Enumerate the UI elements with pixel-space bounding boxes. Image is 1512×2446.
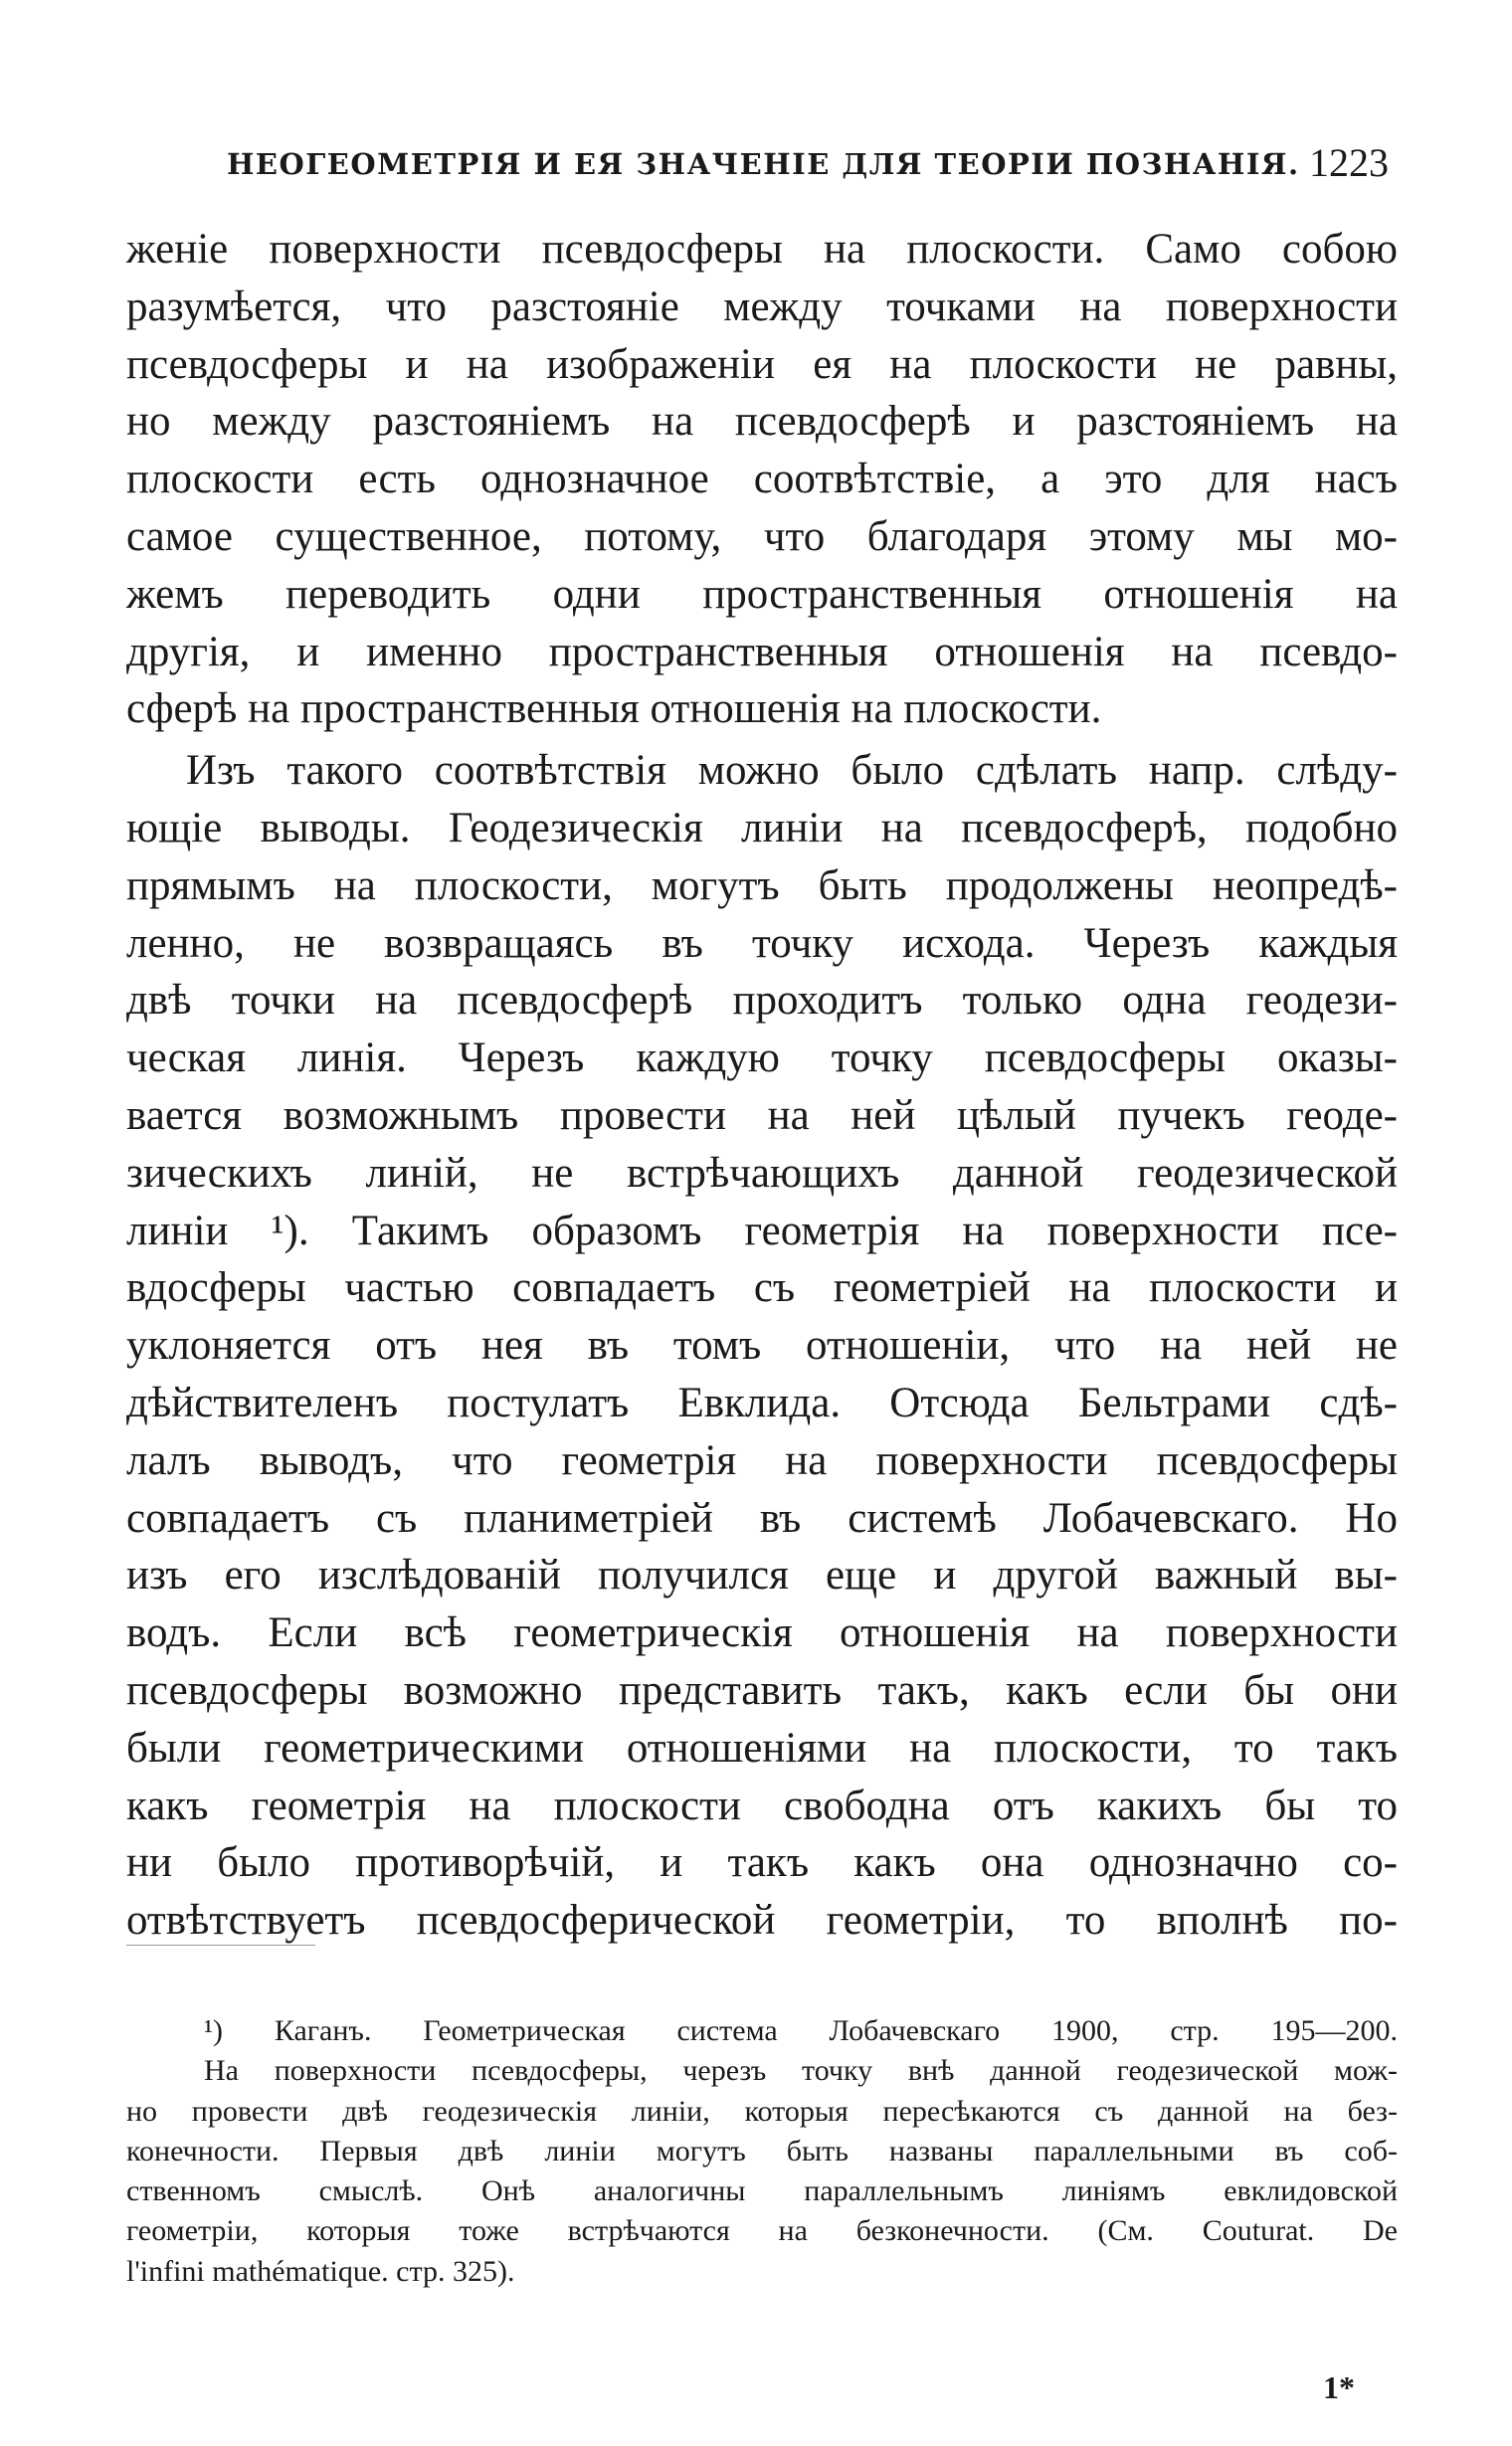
text-line: вается возможнымъ провести на ней цѣлый пучекъ геоде-: [126, 1091, 1398, 1139]
text-line: сферѣ на пространственныя отношенія на плоскости.: [126, 685, 1102, 733]
body-text: [126, 221, 1398, 1950]
text-line: прямымъ на плоскости, могутъ быть продолжены неопредѣ-: [126, 861, 1398, 909]
text-line: какъ геометрія на плоскости свободна отъ какихъ бы то: [126, 1782, 1398, 1829]
text-line: но между разстояніемъ на псевдосферѣ и разстояніемъ на: [126, 398, 1398, 446]
text-line: разумѣется, что разстояніе между точками на поверхности: [126, 282, 1398, 330]
text-line: ни было противорѣчій, и такъ какъ она однозначно со-: [126, 1839, 1398, 1887]
text-line: были геометрическими отношеніями на плоскости, то такъ: [126, 1724, 1398, 1772]
text-line: ческая линія. Черезъ каждую точку псевдосферы оказы-: [126, 1035, 1398, 1082]
text-line: женіе поверхности псевдосферы на плоскости. Само собою: [126, 226, 1398, 273]
text-line: изъ его изслѣдованій получился еще и другой важный вы-: [126, 1552, 1398, 1599]
text-line: двѣ точки на псевдосферѣ проходитъ только одна геодези-: [126, 977, 1398, 1025]
footnote-line: ственномъ смыслѣ. Онѣ аналогичны параллельнымъ линіямъ евклидовской: [126, 2174, 1398, 2208]
running-title: НЕОГЕОМЕТРІЯ И ЕЯ ЗНАЧЕНІЕ ДЛЯ ТЕОРІИ ПОЗНАНІЯ.: [227, 147, 1300, 181]
signature-mark: 1*: [1323, 2369, 1355, 2405]
footnote: [126, 2011, 1398, 2292]
text-line: плоскости есть однозначное соотвѣтствіе, а это для насъ: [126, 456, 1398, 503]
text-line: лалъ выводъ, что геометрія на поверхности псевдосферы: [126, 1436, 1398, 1484]
text-line: совпадаетъ съ планиметріей въ системѣ Лобачевскаго. Но: [126, 1494, 1398, 1542]
text-line: самое существенное, потому, что благодаря этому мы мо-: [126, 512, 1398, 560]
footnote-line: но провести двѣ геодезическія линіи, которыя пересѣкаются съ данной на без-: [126, 2094, 1398, 2128]
page-number: 1223: [1309, 140, 1389, 185]
footnote-line: На поверхности псевдосферы, черезъ точку внѣ данной геодезической мож-: [204, 2054, 1398, 2088]
text-line: ющіе выводы. Геодезическія линіи на псевдосферѣ, подобно: [126, 804, 1398, 851]
text-line: водъ. Если всѣ геометрическія отношенія на поверхности: [126, 1609, 1398, 1657]
text-line: вдосферы частью совпадаетъ съ геометріей на плоскости и: [126, 1264, 1398, 1312]
text-line: линіи ¹). Такимъ образомъ геометрія на поверхности псе-: [126, 1207, 1398, 1254]
text-line: псевдосферы и на изображеніи ея на плоскости не равны,: [126, 340, 1398, 388]
text-line: псевдосферы возможно представить такъ, какъ если бы они: [126, 1666, 1398, 1714]
text-line: ленно, не возвращаясь въ точку исхода. Черезъ каждыя: [126, 919, 1398, 967]
footnote-divider: [126, 1945, 315, 1946]
footnote-line: l'infini mathématique. стр. 325).: [126, 2254, 515, 2288]
text-line: другія, и именно пространственныя отношенія на псевдо-: [126, 628, 1398, 675]
footnote-line: геометріи, которыя тоже встрѣчаются на безконечности. (См. Couturat. De: [126, 2214, 1398, 2248]
footnote-line: ¹) Каганъ. Геометрическая система Лобачевскаго 1900, стр. 195—200.: [204, 2014, 1398, 2047]
text-line: Изъ такого соотвѣтствія можно было сдѣлать напр. слѣду-: [186, 747, 1398, 795]
text-line: отвѣтствуетъ псевдосферической геометріи, то вполнѣ по-: [126, 1897, 1398, 1945]
text-line: жемъ переводить одни пространственныя отношенія на: [126, 570, 1398, 618]
text-line: уклоняется отъ нея въ томъ отношеніи, что на ней не: [126, 1322, 1398, 1370]
footnote-line: конечности. Первыя двѣ линіи могутъ быть названы параллельными въ соб-: [126, 2134, 1398, 2167]
text-line: дѣйствителенъ постулатъ Евклида. Отсюда Бельтрами сдѣ-: [126, 1379, 1398, 1426]
running-header: [227, 139, 1389, 189]
text-line: зическихъ линій, не встрѣчающихъ данной геодезической: [126, 1149, 1398, 1197]
